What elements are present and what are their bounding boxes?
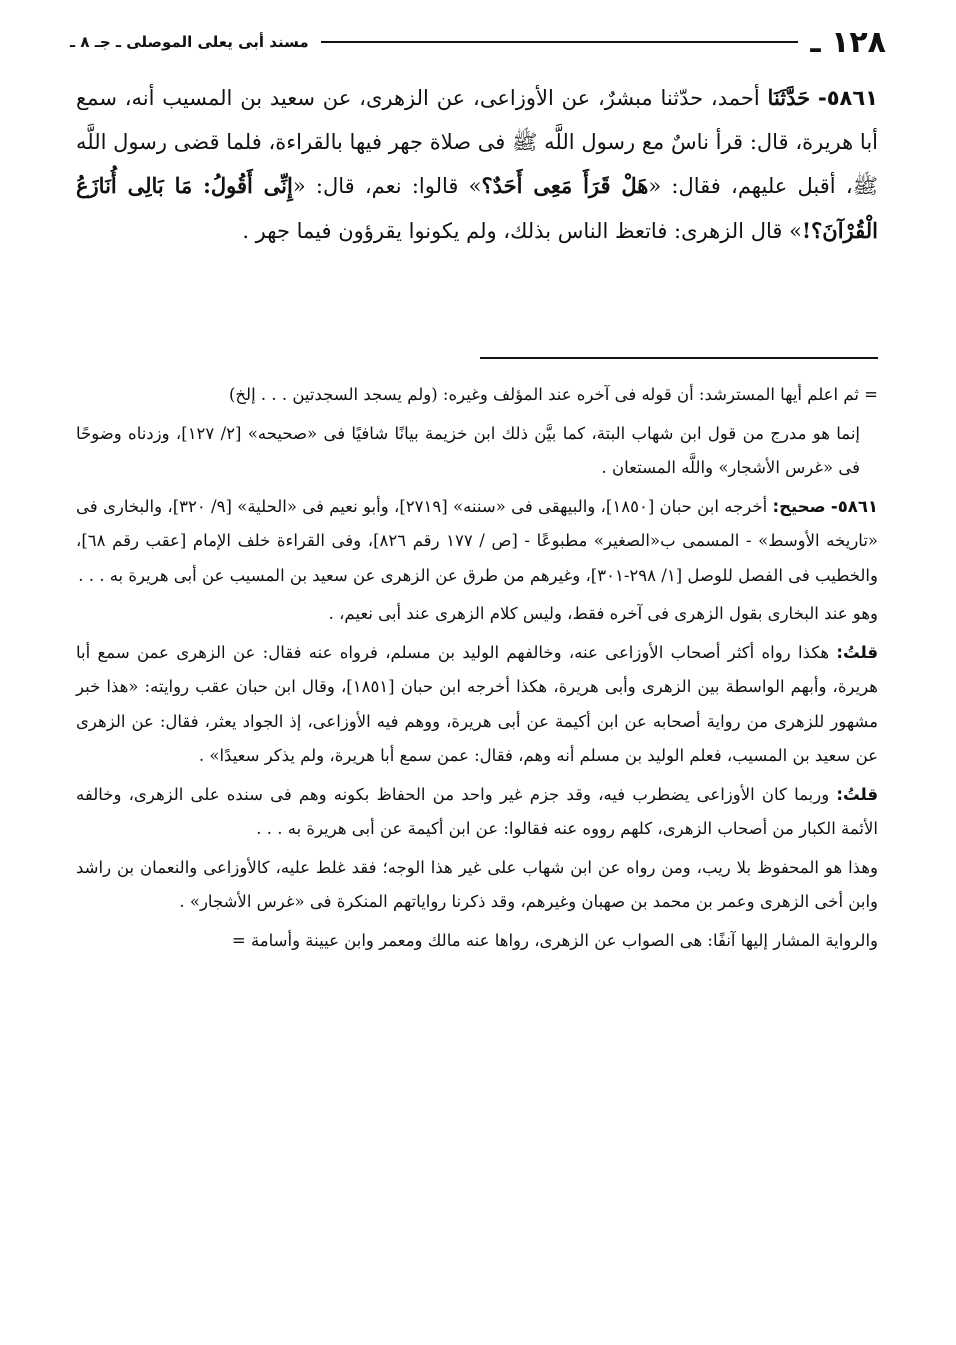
running-header: [70, 22, 886, 62]
footnote-bukhari-note: [76, 597, 878, 632]
footnote-continued: [76, 378, 878, 413]
footnote-continued-2: [76, 417, 860, 486]
running-title: مسند أبى يعلى الموصلى ـ جـ ٨ ـ: [70, 33, 309, 51]
hadith-text-part-3: » قال الزهرى: فاتعظ الناس بذلك، ولم يكونوا يقرؤون فيما جهر .: [242, 218, 802, 243]
bukhari-note-text: وهو عند البخارى بقول الزهرى فى آخره فقط، وليس كلام الزهرى عند أبى نعيم، .: [328, 604, 878, 623]
footnote-continued-text: إنما هو مدرج من قول ابن شهاب البتة، كما بيَّن ذلك ابن خزيمة بيانًا شافيًا فى «صحيحه» [٢/ ١٢٧]، وزدناه وضوحًا فى «غرس الأشجار» واللَّه المستعان .: [76, 423, 861, 477]
prophet-quote-2: إِنِّى أَقُولُ: مَا بَالِى أُنَازَعُ الْقُرْآنَ؟!: [76, 173, 878, 243]
page-number: ١٢٨ ـ: [810, 24, 886, 60]
qultu-label-2: قلتُ:: [836, 784, 878, 804]
footnotes: [76, 378, 878, 962]
hadith-grade: صحيح:: [772, 496, 826, 516]
header-rule: [321, 41, 799, 43]
qultu-text-2: وربما كان الأوزاعى يضطرب فيه، وقد جزم غير واحد من الحفاظ بكونه وهم فى سنده على الزهرى، وخالفه الأئمة الكبار من أصحاب الزهرى، كلهم رووه عنه فقالوا: عن ابن أكيمة عن أبى هريرة به . . .: [76, 784, 878, 838]
footnote-mahfuz: [76, 851, 878, 920]
hadith-paragraph: [76, 76, 878, 253]
hadith-number: ٥٨٦١-: [817, 86, 878, 110]
hadith-text-part-2: » قالوا: نعم، قال: «: [292, 174, 482, 198]
hadith-text-part-1: أحمد، حدّثنا مبشرٌ، عن الأوزاعى، عن الزهرى، عن سعيد بن المسيب أنه، سمع أبا هريرة، قال: قرأ ناسٌ مع رسول اللَّه ﷺ فى صلاة جهر فيها بالقراءة، فلما قضى رسول اللَّه ﷺ، أقبل عليهم، فقال: «: [76, 86, 878, 198]
footnote-takhrij: [76, 490, 878, 594]
takhrij-text: أخرجه ابن حبان [١٨٥٠]، والبيهقى فى «سننه» [٢٧١٩]، وأبو نعيم فى «الحلية» [٩/ ٣٢٠]، والبخارى فى «تاريخه الأوسط» - المسمى ب«الصغير» مطبوعًا - [ص / ١٧٧ رقم ٨٢٦]، وفى القراءة خلف الإمام [عقب رقم ٦٨]، والخطيب فى الفصل للوصل [١/ ٢٩٨-٣٠١]، وغيرهم من طرق عن الزهرى عن سعيد بن المسيب عن أبى هريرة به . . .: [76, 496, 879, 585]
footnote-divider: [480, 357, 878, 359]
qultu-text-1: هكذا رواه أكثر أصحاب الأوزاعى عنه، وخالفهم الوليد بن مسلم، فرواه عنه فقال: عن الزهرى عمن سمع أبا هريرة، وأبهم الواسطة بين الزهرى وأبى هريرة، هكذا أخرجه ابن حبان [١٨٥١]، وقال ابن حبان عقب روايته: «هذا خبر مشهور للزهرى من رواية أصحابه عن ابن أكيمة عن أبى هريرة، ووهم فيه الأوزاعى، إذ الجواد يعثر، فقال: عن الزهرى عن سعيد بن المسيب، فعلم الوليد بن مسلم أنه وهم، فقال: عمن سمع أبا هريرة، ولم يذكر سعيدًا» .: [76, 642, 878, 765]
haddathana-word: حَدَّثَنَا: [767, 85, 811, 110]
footnote-riwaya: [76, 924, 878, 959]
footnote-number: ٥٨٦١-: [830, 496, 879, 516]
riwaya-text: والرواية المشار إليها آنفًا: هى الصواب عن الزهرى، رواها عنه مالك ومعمر وابن عيينة وأسامة =: [231, 930, 878, 950]
mahfuz-text: وهذا هو المحفوظ بلا ريب، ومن رواه عن ابن شهاب على غير هذا الوجه؛ فقد غلط عليه، كالأوزاعى والنعمان بن راشد وابن أخى الزهرى وعمر بن محمد بن صهبان وغيرهم، وقد ذكرنا رواياتهم المنكرة فى «غرس الأشجار» .: [76, 857, 878, 911]
footnote-qultu-2: [76, 778, 878, 847]
footnote-qultu-1: [76, 636, 878, 774]
hadith-text: [76, 76, 878, 253]
prophet-quote-1: هَلْ قَرَأَ مَعِى أَحَدٌ؟: [481, 173, 649, 198]
qultu-label-1: قلتُ:: [836, 642, 878, 662]
footnote-continued-line: = ثم اعلم أيها المسترشد: أن قوله فى آخره عند المؤلف وغيره: (ولم يسجد السجدتين . . . إلخ): [228, 385, 878, 404]
